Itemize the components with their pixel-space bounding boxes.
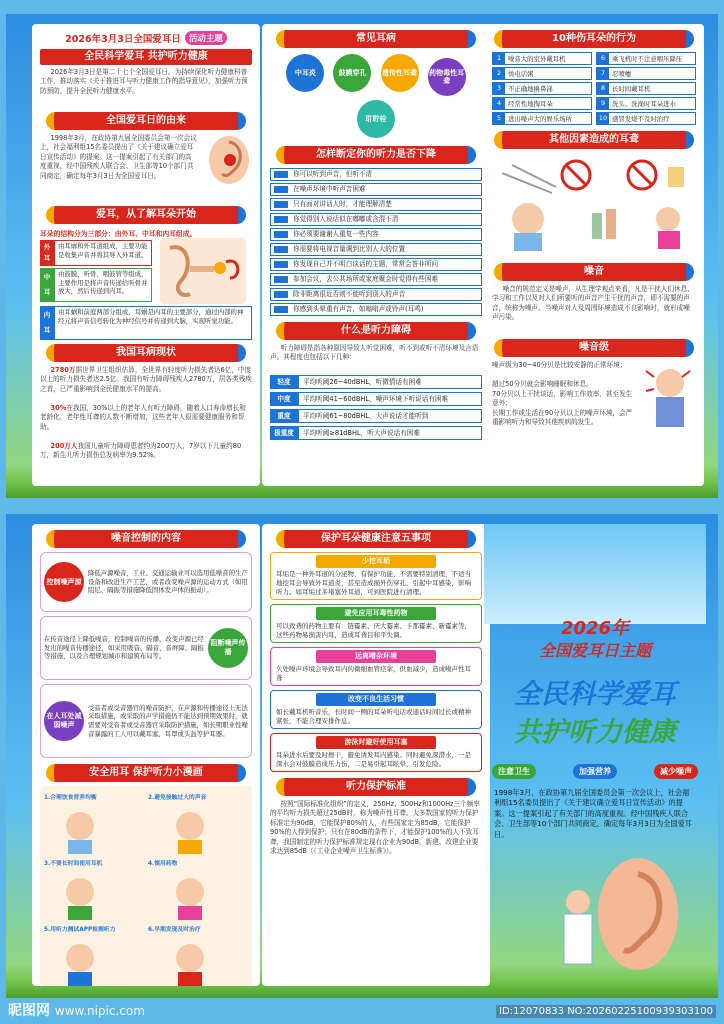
status-desc: 在我国，30%以上的老年人有听力障碍，随着人口寿命增长和老龄化，老年性耳聋的人数不断增加，这些老年人很需要健康服务和帮助。: [40, 404, 246, 431]
care-item-heading: 游泳时避好使用耳塞: [316, 736, 436, 749]
care-item-heading: 避免应用耳毒性药物: [316, 607, 436, 620]
other-heading: 其他因素造成的耳聋: [494, 131, 694, 149]
comic-label: 5.用听力测试APP检测听力: [44, 927, 116, 933]
control-item-ear: [40, 684, 252, 758]
level-text: 平均听阈61~80dBHL，大声说话才能听到: [298, 409, 482, 423]
cover-theme-line: 全国爱耳日主题: [538, 641, 651, 660]
hurt-text: 经常性地掏耳朵: [508, 100, 553, 108]
hurt-list: [492, 52, 696, 125]
level-profound: [270, 426, 482, 440]
judge-item: 参加会议，去公共场所或家庭聚会时觉得有些困难: [270, 273, 482, 286]
panel-noise-control: [32, 524, 260, 986]
ear-part-text: 由鼓膜、听骨、咽鼓管等组成，主要作用是将声音传递给听骨并放大，然后传递到内耳。: [54, 268, 152, 302]
care-item-text: 耳朵进水后要及时擦干，避免诱发耳内感染。同时避免深潜水，一是深水会对鼓膜造成压力伤，二是易引起耳眩晕，引发危险。: [276, 751, 471, 768]
ear-part-outer: [40, 240, 152, 266]
care-item-heading: 少挖耳垢: [316, 555, 436, 568]
control-tag: 控制噪声源: [44, 562, 84, 602]
hurt-text: 洗头、洗澡时耳朵进水: [612, 100, 676, 108]
watermark-logo: [8, 1000, 145, 1020]
other-causes-illustration: [492, 153, 696, 253]
common-disease-list: [266, 52, 486, 140]
hurt-item: 2 烫电话粥: [492, 67, 592, 80]
ear-cross-section-icon: [160, 238, 246, 304]
hurt-text: 乘飞机时不注意咽压降压: [612, 55, 683, 63]
hurt-item: 6 乘飞机时不注意咽压降压: [596, 52, 696, 65]
status-item-1: [32, 366, 260, 404]
status-item-3: [32, 442, 260, 462]
comic-figures-icon: [40, 786, 252, 986]
judge-item: 你感到头晕重有声音，如嗡嗡声或铃声(耳鸣): [270, 303, 482, 316]
judge-heading: 怎样断定你的听力是否下降: [276, 146, 476, 164]
noise-level-lead: 噪声级为30~40分贝是比较安静的正常环境；: [492, 361, 627, 369]
disease-circle: 中耳炎: [286, 54, 324, 92]
care-item: [270, 690, 482, 729]
level-name: 重度: [270, 409, 298, 423]
anatomy-lead: 耳朵的结构分为三部分：由外耳、中耳和内耳组成。: [40, 230, 197, 238]
judge-item: 你需要将电视音量调到比别人大的位置: [270, 243, 482, 256]
noise-level-item: 70分贝以上干扰谈话，影响工作效率，甚至发生意外；: [492, 390, 633, 408]
impair-text: 听力障碍是指各种原因导致人听觉困难，听不到或听不清环境及言语声。其程度也包括以下几种：: [270, 344, 479, 362]
hurt-text: 噪音大的室外戴耳机: [508, 55, 566, 63]
hurt-heading: 10种伤耳朵的行为: [494, 30, 694, 48]
ear-part-text: 由耳蜗和前庭两部分组成，耳蜗是内耳的主要部分，通过内部的神经元将声音信号转化为神经信号并传递到大脑，实现听觉功能。: [54, 306, 252, 340]
intro-text: 2026年3月3日是第二十七个全国爱耳日。为持续深化听力健康科普工作，推动落实《关于推进耳与听力健康工作的指导意见》，加强听力预防预防，提升全民听力健康水平。: [40, 68, 248, 95]
care-item-heading: 远离嘈杂环境: [316, 650, 436, 663]
level-severe: [270, 409, 482, 423]
hurt-item: 9 洗头、洗澡时耳朵进水: [596, 97, 696, 110]
cover-slogan-2: 共护听力健康: [514, 717, 676, 748]
brochure-outside: [6, 14, 718, 498]
hurt-item: 10 感冒发烧不及时治疗: [596, 112, 696, 125]
level-text: 平均听阈≥81dBHL，听大声说话有困难: [298, 426, 482, 440]
level-text: 平均听阈41~60dBHL，噪声环境下听说话有困难: [298, 392, 482, 406]
cover-pill: 加强营养: [573, 764, 617, 779]
cover-pill: 注意卫生: [492, 764, 536, 779]
activity-title: [32, 30, 260, 46]
watermark-url: www.nipic.com: [54, 1004, 145, 1018]
comic-heading: 安全用耳 保护听力小漫画: [46, 764, 246, 782]
care-item: [270, 733, 482, 772]
hurt-item: 1 噪音大的室外戴耳机: [492, 52, 592, 65]
comic-illustration: [40, 786, 252, 986]
judge-item: 除非距离很近否则不能听到别人的声音: [270, 288, 482, 301]
panel-cover: [484, 524, 706, 986]
watermark-logo-text: 昵图网: [8, 1003, 50, 1019]
noise-text: 噪音的规范定义是噪声，从生理学观点来看，凡是干扰人们休息、学习和工作以及对人们所要听的声音产生干扰的声音，即不需要的声音，统称为噪声。当噪声对人及周围环境造成不良影响时，就形成噪声污染。: [492, 285, 694, 322]
status-figure: 2780万: [50, 366, 76, 374]
hurt-text: 进出噪声大的娱乐场所: [508, 115, 572, 123]
hurt-text: 忍喷嚏: [612, 70, 632, 78]
status-item-2: [32, 404, 260, 442]
hurt-text: 烫电话粥: [508, 70, 534, 78]
level-moderate: [270, 392, 482, 406]
comic-label: 1.合理饮食营养均衡: [44, 795, 97, 801]
care-item-text: 耳垢是一种外耳道的分泌物，有保护功能，不需要特别清理，不适当地挖耳会导致外耳道炎，甚至造成损外伤穿孔，引起中耳感染，影响听力。如耳垢过多堵塞外耳道，可到医院进行清理。: [276, 570, 471, 596]
care-item-text: 久处噪声环境会导致耳内的微细血管痉挛，供血减少，造成噪声性耳聋: [276, 665, 471, 682]
disease-circle: 耵聍栓: [357, 100, 395, 138]
ear-anatomy-icon: [206, 134, 252, 186]
cover-year: 2026年: [560, 618, 630, 639]
hurt-item: 3 不正确地擤鼻涕: [492, 82, 592, 95]
watermark-id: ID:12070833 NO:20260225100939303100: [496, 1005, 716, 1018]
standard-text: 按照“国际标准化组织”的定义，250Hz、500Hz和1000Hz三个频率的平均听力损失超过25dB时，称为噪声性耳聋。大多数国家的听力保护标准定为90dB，它能保护80%的人，有些国家定为85dB，它能保护90%的人得到保护；只有在80dB的条件下，才能保护100%的人不致耳聋，我国制定的听力保护标准规定现有企业为90dB，新建、改建企业要求达到85dB（《工业企业噪声卫生标准》）。: [270, 800, 480, 856]
control-tag: 阻断噪声传播: [208, 628, 248, 668]
noise-level-heading: 噪音级: [494, 339, 694, 357]
judge-item: 在噪声环境中听声音困难: [270, 183, 482, 196]
care-item: [270, 552, 482, 600]
slogan-banner: 全民科学爱耳 共护听力健康: [40, 49, 252, 65]
status-desc: 我国儿童听力障碍患者约为200万人，7岁以下儿童约80万，新生儿听力损伤总发病率为9.52%。: [40, 442, 242, 460]
hurt-text: 感冒发烧不及时治疗: [612, 115, 670, 123]
ear-part-tag: 外耳: [40, 240, 54, 266]
level-name: 中度: [270, 392, 298, 406]
panel-ear-care: [262, 524, 490, 986]
noise-heading: 噪音: [494, 263, 694, 281]
ear-part-inner: [40, 306, 252, 340]
disease-circle: 药物毒性耳聋: [428, 58, 466, 96]
hurt-text: 不正确地擤鼻涕: [508, 85, 553, 93]
judge-item: 只有面对讲话人时，才能理解清楚: [270, 198, 482, 211]
hurt-item: 4 经常性地掏耳朵: [492, 97, 592, 110]
ear-part-middle: [40, 268, 152, 302]
doctor-ear-illustration: [554, 854, 684, 974]
noise-level-item: 超过50分贝就会影响睡眠和休息。: [492, 380, 593, 388]
noise-control-heading: 噪音控制的内容: [46, 530, 246, 548]
care-item-text: 可以致聋的药物主要有：链霉素、庆大霉素、卡那霉素、新霉素等，这些药物易损害内耳，造成耳聋目和平失调。: [276, 622, 471, 639]
care-item: [270, 604, 482, 643]
ear-part-tag: 内耳: [40, 306, 54, 340]
title-tag: 活动主题: [185, 31, 227, 45]
level-text: 平均听阈26~40dBHL，听微情话有困难: [298, 375, 482, 389]
hurt-item: 7 忍喷嚏: [596, 67, 696, 80]
care-item: [270, 647, 482, 686]
comic-label: 2.避免接触过大的声音: [148, 795, 207, 801]
disease-circle: 遗传性耳聋: [381, 54, 419, 92]
control-text: 降低声源噪音，工业、交通运输业可以选用低噪音的生产设备和改进生产工艺，或者改变噪声源的运动方式（如用阻尼、隔振等措施降低固体发声体的振动）。: [88, 569, 248, 595]
care-item-heading: 改变不良生活习惯: [316, 693, 436, 706]
control-item-path: [40, 616, 252, 680]
hurt-item: 8 长时间戴耳机: [596, 82, 696, 95]
status-figure: 200万人: [50, 442, 78, 450]
control-tag: 在人耳处减弱噪声: [44, 701, 84, 741]
judge-item: 你必须要谢谢人重复一些内容: [270, 228, 482, 241]
comic-label: 4.慎用药物: [148, 861, 178, 867]
cover-origin-text: 1998年3月，在政协第九届全国委员会第一次会议上，社会福利组15名委员提出了《关于建议确立爱耳日宣传活动》的提案。这一提案引起了有关部门的高度重视。经中国残疾人联合会、卫生部等10个部门共同商定，确定每年3月3日为全国爱耳日。: [494, 788, 692, 839]
level-name: 轻度: [270, 375, 298, 389]
hurt-item: 5 进出噪声大的娱乐场所: [492, 112, 592, 125]
care-heading: 保护耳朵健康注意五事项: [276, 530, 476, 548]
comic-label: 3.不要长时间使用耳机: [44, 861, 103, 867]
title-date: 2026年3月3日全国爱耳日: [65, 34, 181, 45]
sky-decoration: [484, 524, 706, 624]
impair-heading: 什么是听力障碍: [276, 322, 476, 340]
origin-text: 1998年3月，在政协第九届全国委员会第一次会议上，社会福利组15名委员提出了《关于建议确立爱耳日宣传活动》的提案。这一提案引起了有关部门的高度重视，经中国残疾人联合会、卫生部等10个部门共同商定，确定每年3月3日为全国爱耳日。: [40, 134, 197, 180]
control-text: 在传音途径上降低噪音，控制噪音的传播，改变声源已经发出的噪音传播途径，如采用吸音、隔音、音屏障、隔振等措施，以及合理规划城市和建筑布局等。: [44, 635, 204, 661]
control-text: 受音者或受音器官的噪音防护，在声源和传播途径上无法采取措施，或采取的声学措施仍不能达到预期效果时，就需要对受音者或受音器官采取防护措施，如长期职业性噪音暴露的工人可以戴耳塞、耳罩或头盔等护耳器。: [88, 703, 248, 738]
status-desc: 据世界卫生组织估算，全世界有轻度听力损失者达6亿，中度以上的听力损失者达2.5亿。我国有听力障碍残疾人2780万，居各类残疾之首，已严重影响到全民健康水平的提高。: [40, 366, 252, 393]
care-item-text: 如长戴耳机听音乐，长时间一侧的耳朵听电话或通话时间过长或精神紧张，不能合理安排作息。: [276, 708, 471, 725]
noise-level-item: 长期工作或生活在90分贝以上的噪声环境，会严重影响听力和导致其他疾病的发生。: [492, 409, 633, 427]
ear-part-tag: 中耳: [40, 268, 54, 302]
cover-slogan-1: 全民科学爱耳: [514, 679, 676, 710]
panel-hazards: [484, 24, 704, 486]
status-figure: 30%: [50, 404, 67, 412]
anatomy-heading: 爱耳，从了解耳朵开始: [46, 206, 246, 224]
control-item-source: [40, 552, 252, 612]
origin-heading: 全国爱耳日的由来: [46, 112, 246, 130]
panel-ear-disease: [262, 24, 490, 486]
panel-intro: [32, 24, 260, 486]
status-heading: 我国耳病现状: [46, 344, 246, 362]
disease-circle: 鼓膜穿孔: [333, 54, 371, 92]
cover-pills: [492, 764, 698, 779]
judge-item: 你发现自己并不明白谈话的主题，常常会答非所问: [270, 258, 482, 271]
level-name: 极重度: [270, 426, 298, 440]
judge-item: 你觉得别人说话似在嘟嘟或含混不清: [270, 213, 482, 226]
judge-item: 你可以听到声音，但听不清: [270, 168, 482, 181]
brochure-inside: [6, 514, 718, 998]
level-mild: [270, 375, 482, 389]
common-disease-heading: 常见耳病: [276, 30, 476, 48]
hurt-text: 长时间戴耳机: [612, 85, 651, 93]
ear-part-text: 由耳廓和外耳道组成，主要功能是收集声音并将其导入外耳道。: [54, 240, 152, 266]
standard-heading: 听力保护标准: [276, 778, 476, 796]
comic-label: 6.早期发现及时治疗: [148, 927, 201, 933]
cover-pill: 减少噪声: [654, 764, 698, 779]
noise-person-icon: [642, 361, 698, 431]
